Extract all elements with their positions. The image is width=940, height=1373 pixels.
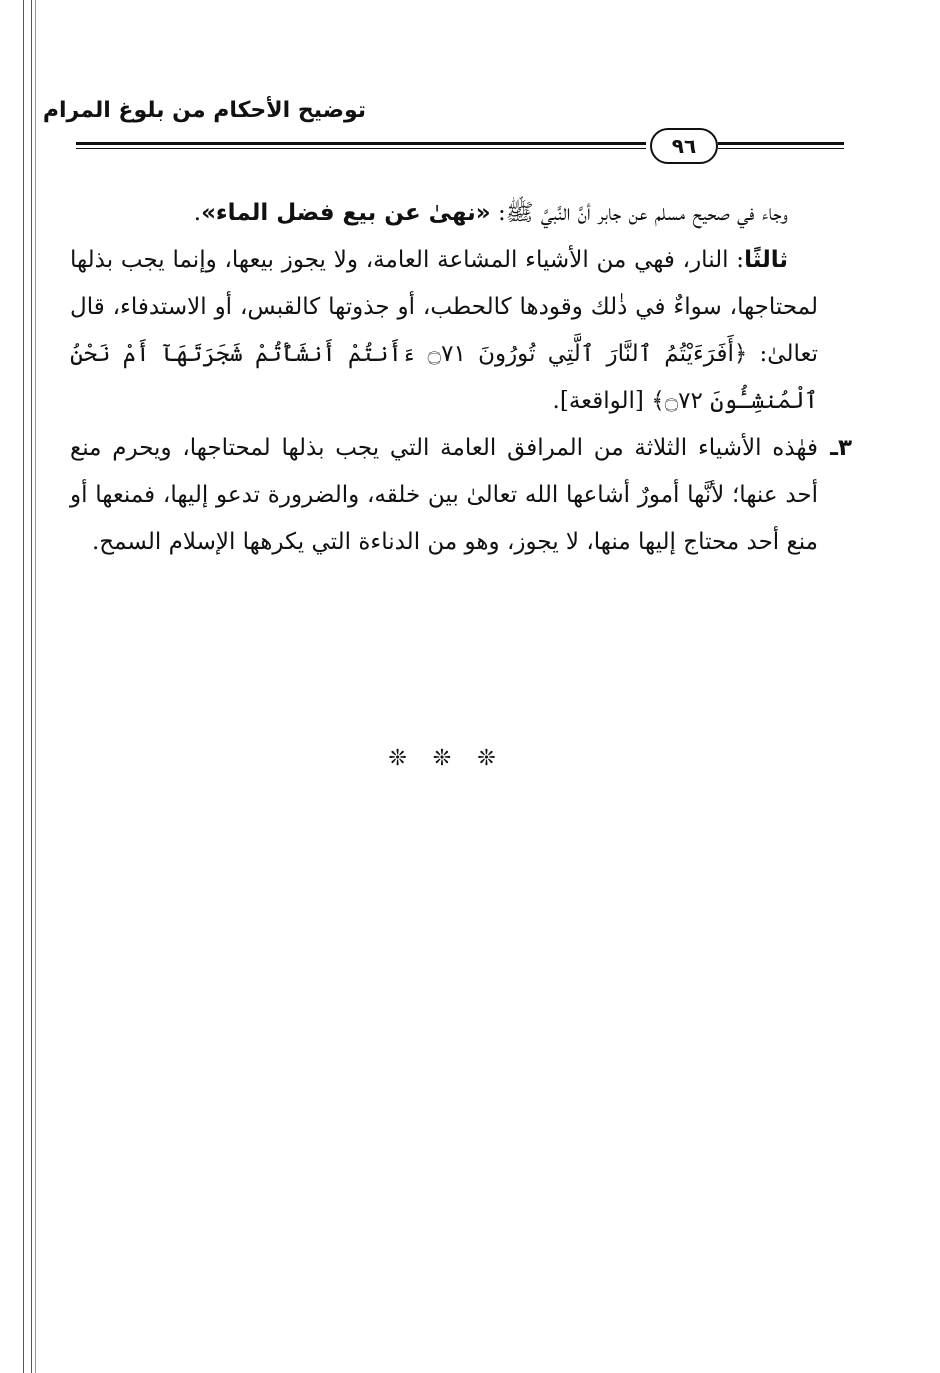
page-edge-line	[31, 0, 32, 1373]
paragraph-text: وجاء في صحيح مسلم عن جابر أنَّ النَّبيَّ ﷺ:	[490, 200, 788, 226]
paragraph-text: : النار، فهي من الأشياء المشاعة العامة، ولا يجوز بيعها، وإنما يجب بذلها لمحتاجها، سواءٌ في ذٰلك وقودها كالحطب، أو جذوتها كالقبس، أو الاستدفاء، قال تعالىٰ:	[70, 247, 818, 367]
section-separator: ❊❊❊	[388, 746, 522, 771]
header-rule-thin	[76, 148, 646, 149]
paragraph-fire	[70, 237, 818, 425]
header-rule-thick	[76, 142, 646, 145]
page-edge-line	[35, 0, 36, 1373]
page-edge-line	[23, 0, 24, 1373]
paragraph-end: .	[193, 200, 202, 226]
numbered-item-3	[70, 425, 852, 566]
page-number: ٩٦	[650, 128, 718, 164]
section-lead: ثالثًا	[744, 247, 788, 273]
page-body	[70, 190, 852, 566]
header-rule-thick	[718, 142, 844, 145]
header-rule	[76, 128, 844, 162]
paragraph-text: فهٰذه الأشياء الثلاثة من المرافق العامة التي يجب بذلها لمحتاجها، ويحرم منع أحد عنها؛ لأنَّها أمورٌ أشاعها الله تعالىٰ بين خلقه، والضرورة تدعو إليها، فمنعها أو منع أحد محتاج إليها منها، لا يجوز، وهو من الدناءة التي يكرهها الإسلام السمح.	[70, 435, 818, 555]
header-rule-thin	[718, 148, 844, 149]
paragraph-water	[70, 190, 818, 237]
verse-source: [الواقعة].	[552, 388, 652, 414]
running-title: توضيح الأحكام من بلوغ المرام	[42, 98, 366, 123]
quran-verse: ﴿أَفَرَءَيْتُمُ ٱلنَّارَ ٱلَّتِي تُورُونَ ۝٧١ ءَأَنتُمْ أَنشَأْتُمْ شَجَرَتَهَآ أَمْ نَحْنُ ٱلْمُنشِـُٔونَ ۝٧٢﴾	[70, 341, 818, 414]
hadith-quote: «نهىٰ عن بيع فضل الماء»	[201, 200, 491, 226]
item-number: ٣ـ	[830, 435, 852, 461]
